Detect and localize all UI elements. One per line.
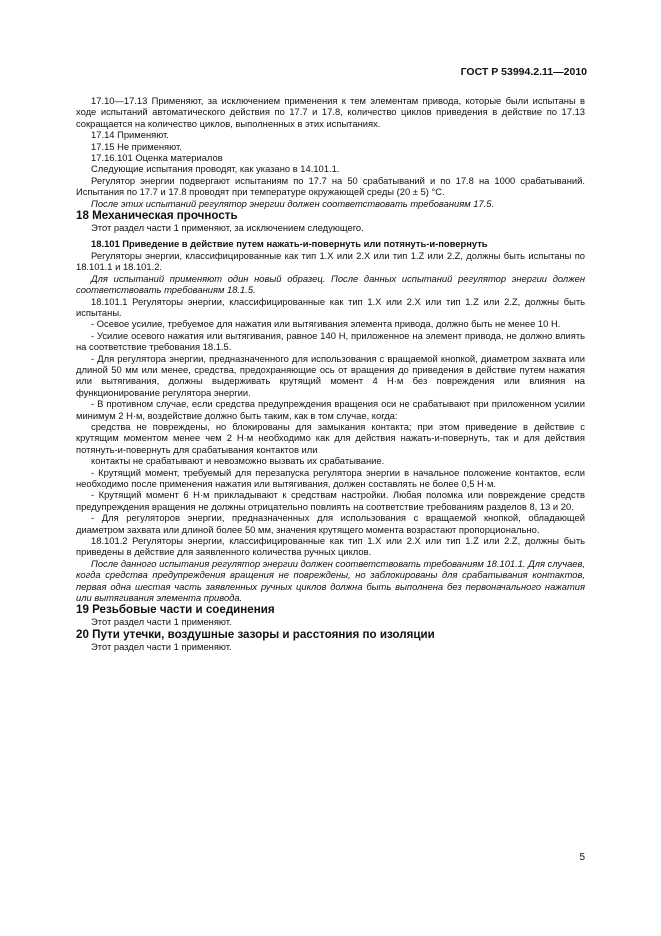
- list-item: - Усилие осевого нажатия или вытягивания, равное 140 Н, приложенное на элемент привода, не должно влиять на соответствие требования 18.1.5.: [76, 329, 585, 353]
- list-item: - Крутящий момент, требуемый для перезапуска регулятора энергии в начальное положение контактов, если необходимо после применения нажатия или вытягивания, должен составлять не более 0,5 Н·м.: [76, 466, 585, 489]
- list-item: - Крутящий момент 6 Н·м прикладывают к средствам настройки. Любая поломка или повреждение средств предупреждения вращения не должны отрицательно повлиять на соответствие требованиям разделов 8, 13 и 20.: [76, 489, 585, 512]
- list-item: - Для регуляторов энергии, предназначенных для использования с вращаемой кнопкой, обладающей диаметром захвата или длиной более 50 мм, значения крутящего момента возрастают пропорционально.: [76, 512, 585, 535]
- document-body: [76, 95, 585, 652]
- list-item: - В противном случае, если средства предупреждения вращения оси не срабатывают при приложенном усилии минимум 2 Н·м, воздействие должно быть таким, как в том случае, когда:: [76, 398, 585, 421]
- list-item: - Осевое усилие, требуемое для нажатия или вытягивания элемента привода, должно быть не менее 10 Н.: [91, 318, 561, 330]
- list-item: средства не повреждены, но блокированы для замыкания контакта; при этом приведение в действие с крутящим моментом менее чем 2 Н·м необходимо как для действия нажать-и-повернуть, так и для действия потянуть-и-повернуть для срабатывания контактов или: [76, 420, 585, 455]
- paragraph: Этот раздел части 1 применяют, за исключением следующего.: [91, 222, 364, 234]
- list-item: - Для регулятора энергии, предназначенного для использования с вращаемой кнопкой, диаметром захвата или длиной 50 мм или менее, средства, предохраняющие ось от вращения до приведения в действие путем нажатия или вытягивания, должны выдерживать крутящий момент 4 Н·м без повреждения или влияния на функционирование регулятора энергии.: [76, 352, 585, 398]
- paragraph: 18.101.2 Регуляторы энергии, классифицированные как тип 1.Х или 2.Х или тип 1.Z или 2.Z, должны быть приведены в действие для заявленного количества ручных циклов.: [76, 535, 585, 558]
- paragraph: 17.15 Не применяют.: [91, 140, 182, 152]
- paragraph: Следующие испытания проводят, как указано в 14.101.1.: [91, 163, 340, 175]
- italic-requirement: После данного испытания регулятор энергии должен соответствовать требованиям 18.101.1. Для случаев, когда средства предупреждения вращения не повреждены, но заблокированы для срабатывания контактов, первая одна шестая часть заявленных ручных циклов должна быть выполнена без первоначального нажатия или вытягивания элемента привода.: [76, 557, 585, 604]
- section-heading-18: 18 Механическая прочность: [76, 209, 238, 223]
- italic-requirement: После этих испытаний регулятор энергии должен соответствовать требованиям 17.5.: [91, 197, 495, 209]
- paragraph: Регулятор энергии подвергают испытаниям по 17.7 на 50 срабатываний и по 17.8 на 1000 срабатываний. Испытания по 17.7 и 17.8 проводят при температуре окружающей среды (20 ± 5) °С.: [76, 174, 585, 198]
- paragraph: 17.10—17.13 Применяют, за исключением применения к тем элементам привода, которые были испытаны в ходе испытаний автоматического действия по 17.7 и 17.8, количество циклов приведения в действие по 17.13 сокращается на количество циклов, выполненных в этих испытаниях.: [76, 95, 585, 129]
- list-item: контакты не срабатывают и невозможно вызвать их срабатывание.: [91, 455, 385, 467]
- paragraph: Этот раздел части 1 применяют.: [91, 616, 232, 628]
- section-heading-19: 19 Резьбовые части и соединения: [76, 603, 275, 617]
- italic-requirement: Для испытаний применяют один новый образец. После данных испытаний регулятор энергии должен соответствовать требованиям 18.1.5.: [76, 272, 585, 296]
- paragraph: 17.16.101 Оценка материалов: [91, 152, 223, 164]
- paragraph: Регуляторы энергии, классифицированные как тип 1.Х или 2.Х или тип 1.Z или 2.Z, должны быть испытаны по 18.101.1 и 18.101.2.: [76, 249, 585, 273]
- subsection-heading-18-101: 18.101 Приведение в действие путем нажать-и-повернуть или потянуть-и-повернуть: [91, 238, 488, 250]
- paragraph: 18.101.1 Регуляторы энергии, классифицированные как тип 1.Х или 2.Х или тип 1.Z или 2.Z, должны быть испытаны.: [76, 295, 585, 318]
- paragraph: Этот раздел части 1 применяют.: [91, 640, 232, 652]
- paragraph: 17.14 Применяют.: [91, 129, 169, 141]
- standard-header: ГОСТ Р 53994.2.11—2010: [460, 66, 587, 78]
- section-heading-20: 20 Пути утечки, воздушные зазоры и расстояния по изоляции: [76, 627, 435, 641]
- page-number: 5: [579, 852, 585, 863]
